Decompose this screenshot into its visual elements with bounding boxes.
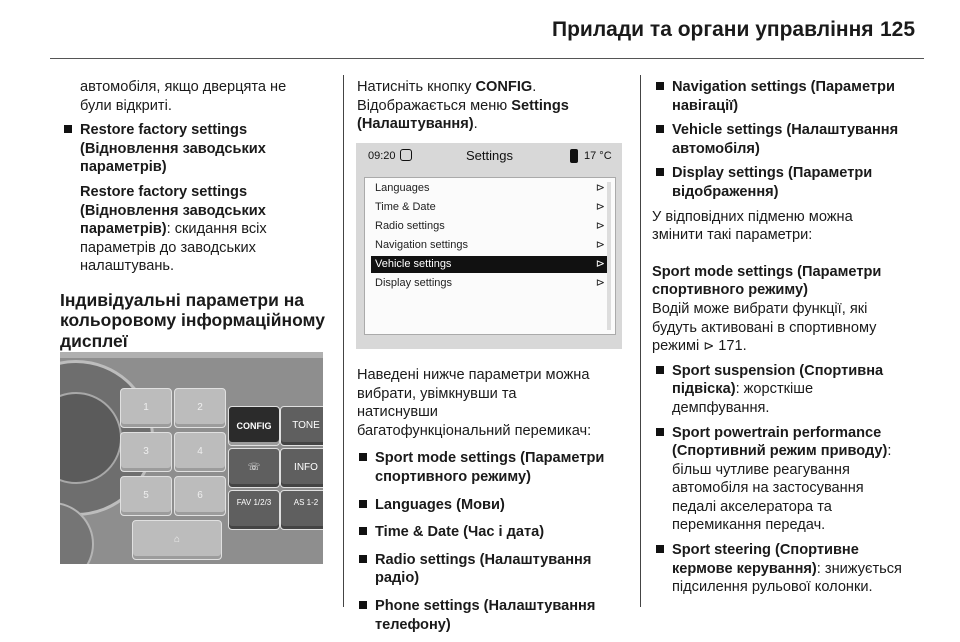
menu-item-label: Time & Date [375, 201, 436, 213]
home-key [132, 520, 222, 560]
option-bold: Sport suspension (Спортивна [672, 362, 884, 379]
option-text: підсилення рульової колонки. [672, 579, 873, 596]
sport-mode-para [652, 300, 934, 356]
desc-text: : скидання всіх [166, 221, 267, 238]
chevron-right-icon: ⊳ [595, 220, 605, 232]
option-line: Navigation settings (Параметри [672, 79, 895, 95]
column-2-lower [357, 366, 632, 634]
column-2 [357, 78, 632, 134]
option-sport-powertrain [654, 424, 934, 536]
desc-bold: (Відновлення заводських [80, 202, 266, 219]
column-divider-2 [640, 75, 641, 607]
info-key: INFO [280, 448, 323, 488]
options-line: вибрати, увімкнувши та [357, 385, 517, 402]
menu-item-label: Vehicle settings [375, 258, 452, 270]
options-line: багатофункціональний перемикач: [357, 422, 592, 439]
home-icon: ⌂ [173, 534, 181, 545]
key-5: 5 [120, 476, 172, 516]
screen-topbar [356, 143, 622, 171]
option-line: Display settings (Параметри [672, 165, 873, 182]
cont-line: автомобіля, якщо дверцята не [80, 79, 287, 95]
option-bold: Sport steering (Спортивне [672, 542, 859, 559]
settings-term: (Налаштування) [357, 116, 474, 133]
desc-bold: параметрів) [80, 221, 167, 238]
config-term: CONFIG [475, 79, 533, 95]
option-line: відображення) [672, 183, 779, 200]
option-line: Radio settings (Налаштування [375, 551, 592, 568]
option-line: Time & Date (Час і дата) [375, 524, 545, 541]
settings-menu-list [364, 177, 616, 335]
settings-term: Settings [511, 97, 569, 114]
option-line: спортивного режиму) [375, 468, 531, 485]
option-line: радіо) [375, 570, 420, 587]
intro-text: Натисніть кнопку [357, 79, 476, 95]
item-title-line: параметрів) [80, 159, 167, 176]
chevron-right-icon: ⊳ [595, 258, 605, 270]
option-line: Phone settings (Налаштування [375, 597, 596, 614]
menu-item-languages[interactable] [371, 180, 607, 197]
option-text: демпфування. [672, 399, 770, 416]
para-line: змінити такі параметри: [652, 227, 813, 244]
column-divider-1 [343, 75, 344, 607]
option-sport-suspension [654, 362, 934, 418]
page-number: 125 [880, 18, 916, 41]
key-4: 4 [174, 432, 226, 472]
settings-screen [356, 143, 622, 349]
header-rule [50, 58, 924, 59]
option-text: перемикання передач. [672, 517, 826, 534]
option-text: : знижується [816, 560, 902, 577]
menu-item-time-date[interactable] [371, 199, 607, 216]
config-intro [357, 78, 632, 134]
screen-time: 09:20 [368, 150, 396, 162]
option-line: навігації) [672, 97, 739, 114]
subhead-line: спортивного режиму) [652, 282, 808, 299]
chevron-right-icon: ⊳ [595, 239, 605, 251]
chevron-right-icon: ⊳ [595, 182, 605, 194]
screen-title: Settings [466, 148, 513, 163]
option-text: більш чутливе реагування [672, 461, 850, 478]
screen-temperature: 17 °C [584, 150, 612, 162]
option-text: педалі акселератора та [672, 498, 832, 515]
desc-text: параметрів до заводських [80, 239, 256, 256]
page-header-title: Прилади та органи управління [552, 18, 874, 41]
chevron-right-icon: ⊳ [595, 277, 605, 289]
tone-key: TONE [280, 406, 323, 446]
item-title-line: (Відновлення заводських [80, 140, 266, 157]
column-1 [62, 78, 337, 351]
options-intro [357, 366, 632, 440]
option-bold: кермове керування) [672, 560, 817, 577]
subhead-line: Sport mode settings (Параметри [652, 263, 882, 280]
menu-scrollbar[interactable] [607, 182, 611, 330]
phone-key [228, 448, 280, 488]
option-text: : [887, 443, 892, 460]
key-2: 2 [174, 388, 226, 428]
heading-line: кольоровому інформаційному [60, 310, 325, 331]
menu-item-label: Languages [375, 182, 430, 194]
config-key: CONFIG [228, 406, 280, 446]
option-bold: Sport powertrain performance [672, 424, 882, 441]
option-vehicle [654, 121, 934, 158]
option-sport-mode [357, 449, 632, 486]
para-line: Водій може вибрати функції, які [652, 300, 868, 317]
menu-item-label: Navigation settings [375, 239, 468, 251]
phone-icon: ☏ [247, 462, 261, 473]
option-line: Sport mode settings (Параметри [375, 450, 605, 467]
as-key: AS 1-2 [280, 490, 323, 530]
para-line: У відповідних підменю можна [652, 208, 853, 225]
menu-item-navigation-settings[interactable] [371, 237, 607, 254]
menu-item-label: Radio settings [375, 220, 445, 232]
option-text: : жорсткіше [735, 381, 814, 398]
menu-text: Відображається меню [357, 97, 512, 114]
item-title-line: Restore factory settings [80, 122, 248, 139]
control-panel-illustration [60, 352, 323, 564]
menu-item-vehicle-settings[interactable] [371, 256, 607, 273]
clock-icon [400, 149, 412, 161]
option-phone [357, 597, 632, 634]
page-reference-icon[interactable]: ⊳ [703, 338, 715, 354]
column-3 [654, 78, 934, 597]
para-line: будуть активовані в спортивному [652, 319, 877, 336]
fav-key: FAV 1/2/3 [228, 490, 280, 530]
option-line: телефону) [375, 616, 451, 633]
menu-item-display-settings[interactable] [371, 275, 607, 292]
heading-line: дисплеї [60, 330, 128, 351]
submenu-para [652, 208, 934, 245]
options-line: натиснувши [357, 404, 438, 421]
para-line: режимі [652, 338, 704, 355]
options-line: Наведені нижче параметри можна [357, 367, 590, 383]
key-3: 3 [120, 432, 172, 472]
desc-text: налаштувань. [80, 258, 175, 275]
chevron-right-icon: ⊳ [595, 201, 605, 213]
option-line: Vehicle settings (Налаштування [672, 122, 899, 139]
option-display [654, 164, 934, 201]
heading-line: Індивідуальні параметри на [60, 289, 305, 310]
restore-item-title [62, 121, 337, 177]
page-reference-number: 171. [714, 338, 747, 355]
menu-text: . [473, 116, 478, 133]
option-languages [357, 496, 632, 515]
cont-line: були відкриті. [80, 97, 172, 114]
panel-edge [60, 352, 323, 358]
intro-text: . [532, 79, 537, 95]
section-heading [60, 290, 337, 352]
sport-mode-subheading [652, 263, 934, 300]
option-line: автомобіля) [672, 140, 760, 157]
option-navigation [654, 78, 934, 115]
thermometer-icon [570, 149, 578, 163]
option-text: автомобіля на застосування [672, 480, 864, 497]
menu-item-radio-settings[interactable] [371, 218, 607, 235]
desc-bold: Restore factory settings [80, 183, 248, 200]
key-6: 6 [174, 476, 226, 516]
option-time-date [357, 523, 632, 542]
option-radio [357, 551, 632, 588]
key-1: 1 [120, 388, 172, 428]
option-bold: (Спортивний режим приводу) [672, 443, 888, 460]
option-bold: підвіска) [672, 381, 736, 398]
cont-text [62, 78, 337, 115]
option-sport-steering [654, 541, 934, 597]
option-line: Languages (Мови) [375, 496, 505, 513]
menu-item-label: Display settings [375, 277, 453, 289]
restore-item-desc [62, 183, 337, 276]
